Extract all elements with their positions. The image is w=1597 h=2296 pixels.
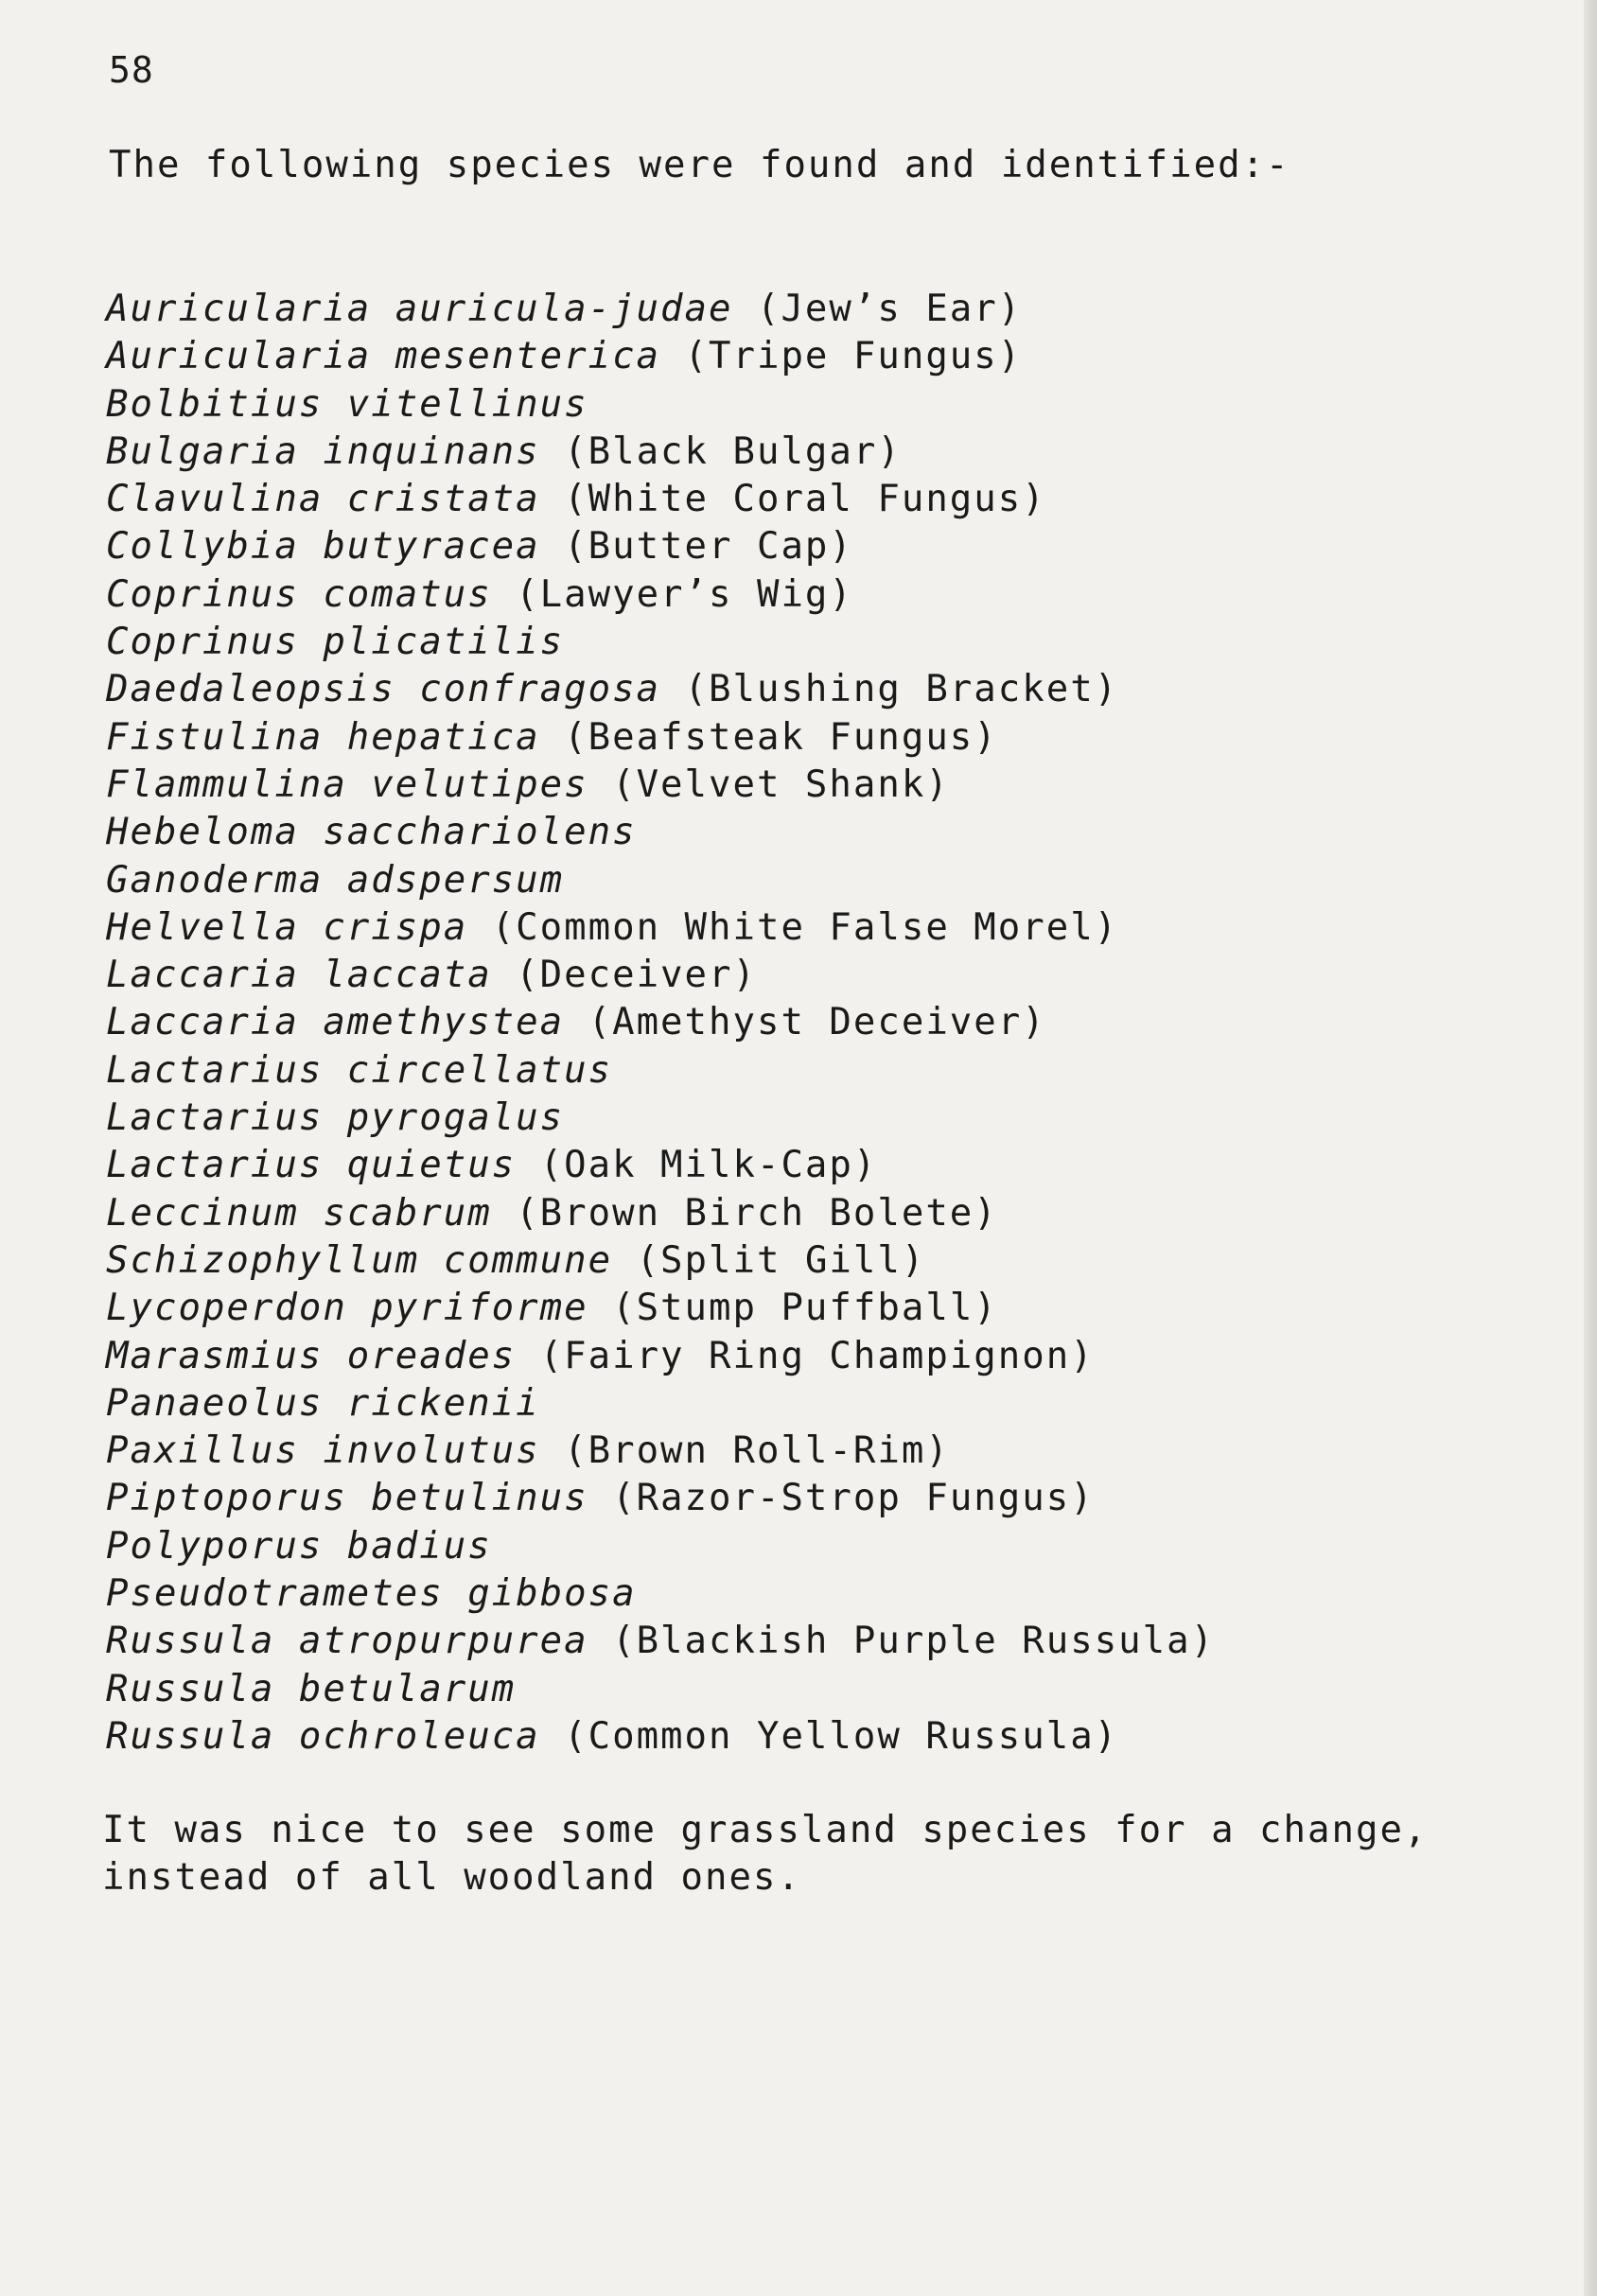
page-edge-shadow: [1584, 0, 1597, 2296]
scientific-name: Marasmius oreades: [106, 1334, 517, 1377]
scientific-name: Russula atropurpurea: [106, 1620, 588, 1663]
species-item: [106, 523, 1215, 570]
scientific-name: Russula ochroleuca: [106, 1714, 540, 1758]
common-name: (Brown Birch Bolete): [516, 1191, 998, 1235]
species-item: [106, 904, 1215, 952]
scientific-name: Paxillus involutus: [106, 1429, 540, 1473]
scientific-name: Lactarius quietus: [106, 1144, 517, 1187]
common-name: (Brown Roll-Rim): [564, 1429, 950, 1473]
scientific-name: Ganoderma adspersum: [106, 858, 565, 902]
species-item: [106, 286, 1215, 333]
species-item: [106, 714, 1215, 762]
species-item: [106, 1713, 1215, 1761]
species-item: [106, 333, 1215, 380]
species-item: [106, 1475, 1215, 1522]
species-item: [106, 476, 1215, 523]
species-item: [106, 999, 1215, 1046]
common-name: (Razor-Strop Fungus): [612, 1477, 1095, 1520]
common-name: (Blushing Bracket): [684, 668, 1119, 711]
scientific-name: Helvella crispa: [106, 905, 468, 949]
species-item: [106, 1570, 1215, 1618]
species-item: [106, 1142, 1215, 1189]
species-item: [106, 619, 1215, 666]
scientific-name: Polyporus badius: [106, 1524, 492, 1568]
common-name: (Fairy Ring Champignon): [539, 1334, 1095, 1377]
species-item: [106, 762, 1215, 809]
scientific-name: Lactarius pyrogalus: [106, 1096, 565, 1140]
common-name: (Amethyst Deceiver): [588, 1001, 1046, 1044]
scientific-name: Lycoperdon pyriforme: [106, 1287, 588, 1330]
species-item: [106, 952, 1215, 999]
scientific-name: Auricularia mesenterica: [106, 335, 661, 378]
common-name: (Beafsteak Fungus): [564, 715, 998, 759]
scientific-name: Panaeolus rickenii: [106, 1381, 540, 1425]
scientific-name: Collybia butyracea: [106, 525, 540, 569]
common-name: (Tripe Fungus): [684, 335, 1023, 378]
scientific-name: Coprinus plicatilis: [106, 621, 565, 664]
scientific-name: Daedaleopsis confragosa: [106, 668, 661, 711]
common-name: (Black Bulgar): [564, 429, 902, 473]
common-name: (Lawyer’s Wig): [516, 572, 853, 616]
species-item: [106, 1666, 1215, 1713]
scientific-name: Bolbitius vitellinus: [106, 382, 588, 426]
scientific-name: Lactarius circellatus: [106, 1048, 613, 1092]
common-name: (Velvet Shank): [612, 762, 950, 806]
common-name: (Oak Milk-Cap): [539, 1144, 878, 1187]
scientific-name: Laccaria laccata: [106, 954, 492, 997]
common-name: (White Coral Fungus): [564, 478, 1046, 521]
intro-paragraph: The following species were found and identified:-: [109, 144, 1290, 186]
scientific-name: Flammulina velutipes: [106, 762, 588, 806]
scientific-name: Fistulina hepatica: [106, 715, 540, 759]
scientific-name: Auricularia auricula-judae: [106, 288, 733, 330]
species-item: [106, 1428, 1215, 1475]
species-item: [106, 809, 1215, 856]
scientific-name: Bulgaria inquinans: [106, 429, 540, 473]
common-name: (Common White False Morel): [491, 905, 1119, 949]
page-number: 58: [109, 49, 154, 91]
common-name: (Common Yellow Russula): [564, 1714, 1119, 1758]
scientific-name: Pseudotrametes gibbosa: [106, 1572, 637, 1616]
scientific-name: Russula betularum: [106, 1667, 517, 1710]
species-item: [106, 1047, 1215, 1095]
common-name: (Butter Cap): [564, 525, 853, 569]
scientific-name: Laccaria amethystea: [106, 1001, 565, 1044]
scientific-name: Schizophyllum commune: [106, 1238, 613, 1282]
scientific-name: Clavulina cristata: [106, 478, 540, 521]
scientific-name: Leccinum scabrum: [106, 1191, 492, 1235]
species-item: [106, 1237, 1215, 1285]
species-item: [106, 381, 1215, 429]
species-item: [106, 1285, 1215, 1332]
species-item: [106, 1380, 1215, 1428]
common-name: (Jew’s Ear): [756, 288, 1023, 330]
species-item: [106, 1095, 1215, 1142]
species-item: [106, 1618, 1215, 1665]
common-name: (Stump Puffball): [612, 1287, 998, 1330]
species-item: [106, 1333, 1215, 1380]
scientific-name: Piptoporus betulinus: [106, 1477, 588, 1520]
common-name: (Blackish Purple Russula): [612, 1620, 1216, 1663]
closing-paragraph: It was nice to see some grassland species for a change, instead of all woodland ones.: [102, 1809, 1429, 1899]
common-name: (Deceiver): [516, 954, 757, 997]
common-name: (Split Gill): [636, 1238, 926, 1282]
species-item: [106, 571, 1215, 619]
species-item: [106, 666, 1215, 713]
species-item: [106, 857, 1215, 904]
species-list: [106, 286, 1215, 1761]
species-item: [106, 1190, 1215, 1237]
scientific-name: Coprinus comatus: [106, 572, 492, 616]
species-item: [106, 1523, 1215, 1570]
species-item: [106, 429, 1215, 476]
scientific-name: Hebeloma sacchariolens: [106, 811, 637, 854]
